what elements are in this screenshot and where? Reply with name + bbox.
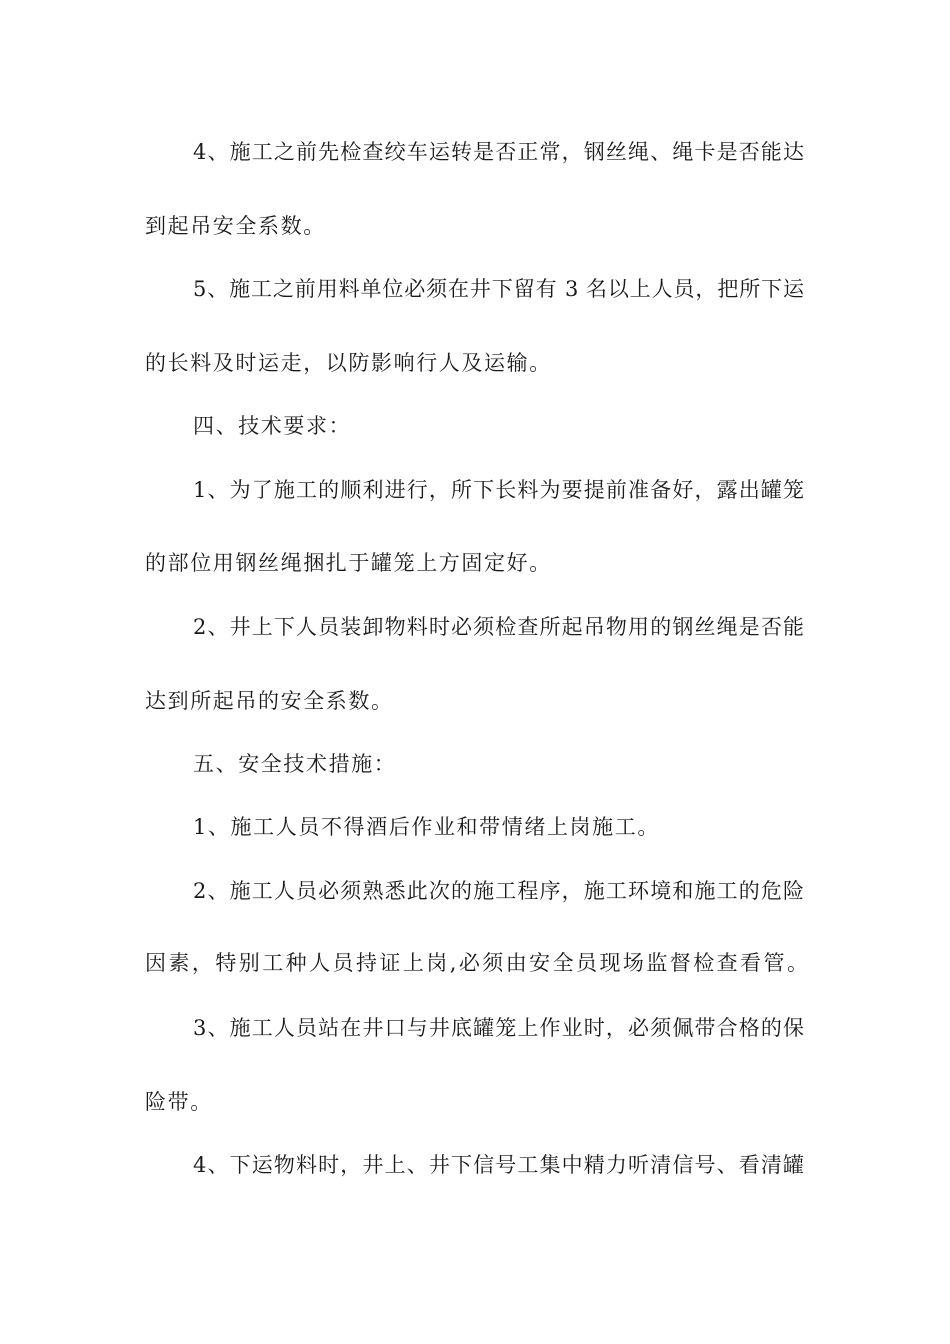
safety-item-2-line-2: 因素，特别工种人员持证上岗,必须由安全员现场监督检查看管。 xyxy=(145,951,808,975)
safety-item-4-line-1: 4、下运物料时，井上、井下信号工集中精力听清信号、看清罐 xyxy=(193,1153,804,1177)
tech-item-1-line-1: 1、为了施工的顺利进行，所下长料为要提前准备好，露出罐笼 xyxy=(193,478,804,502)
paragraph-4-line-2: 到起吊安全系数。 xyxy=(145,214,326,238)
safety-item-1: 1、施工人员不得酒后作业和带情绪上岗施工。 xyxy=(193,815,660,839)
tech-item-1-line-2: 的部位用钢丝绳捆扎于罐笼上方固定好。 xyxy=(145,551,552,575)
safety-item-2-line-1: 2、施工人员必须熟悉此次的施工程序，施工环境和施工的危险 xyxy=(193,879,804,903)
paragraph-4-line-1: 4、施工之前先检查绞车运转是否正常，钢丝绳、绳卡是否能达 xyxy=(193,140,804,164)
section-heading-tech-requirements: 四、技术要求： xyxy=(193,414,352,438)
safety-item-3-line-2: 险带。 xyxy=(145,1090,213,1114)
tech-item-2-line-1: 2、井上下人员装卸物料时必须检查所起吊物用的钢丝绳是否能 xyxy=(193,615,804,639)
paragraph-5-line-1: 5、施工之前用料单位必须在井下留有 3 名以上人员，把所下运 xyxy=(193,277,804,301)
paragraph-5-line-2: 的长料及时运走，以防影响行人及运输。 xyxy=(145,351,552,375)
tech-item-2-line-2: 达到所起吊的安全系数。 xyxy=(145,689,394,713)
safety-item-3-line-1: 3、施工人员站在井口与井底罐笼上作业时，必须佩带合格的保 xyxy=(193,1016,804,1040)
section-heading-safety-measures: 五、安全技术措施： xyxy=(193,752,397,776)
